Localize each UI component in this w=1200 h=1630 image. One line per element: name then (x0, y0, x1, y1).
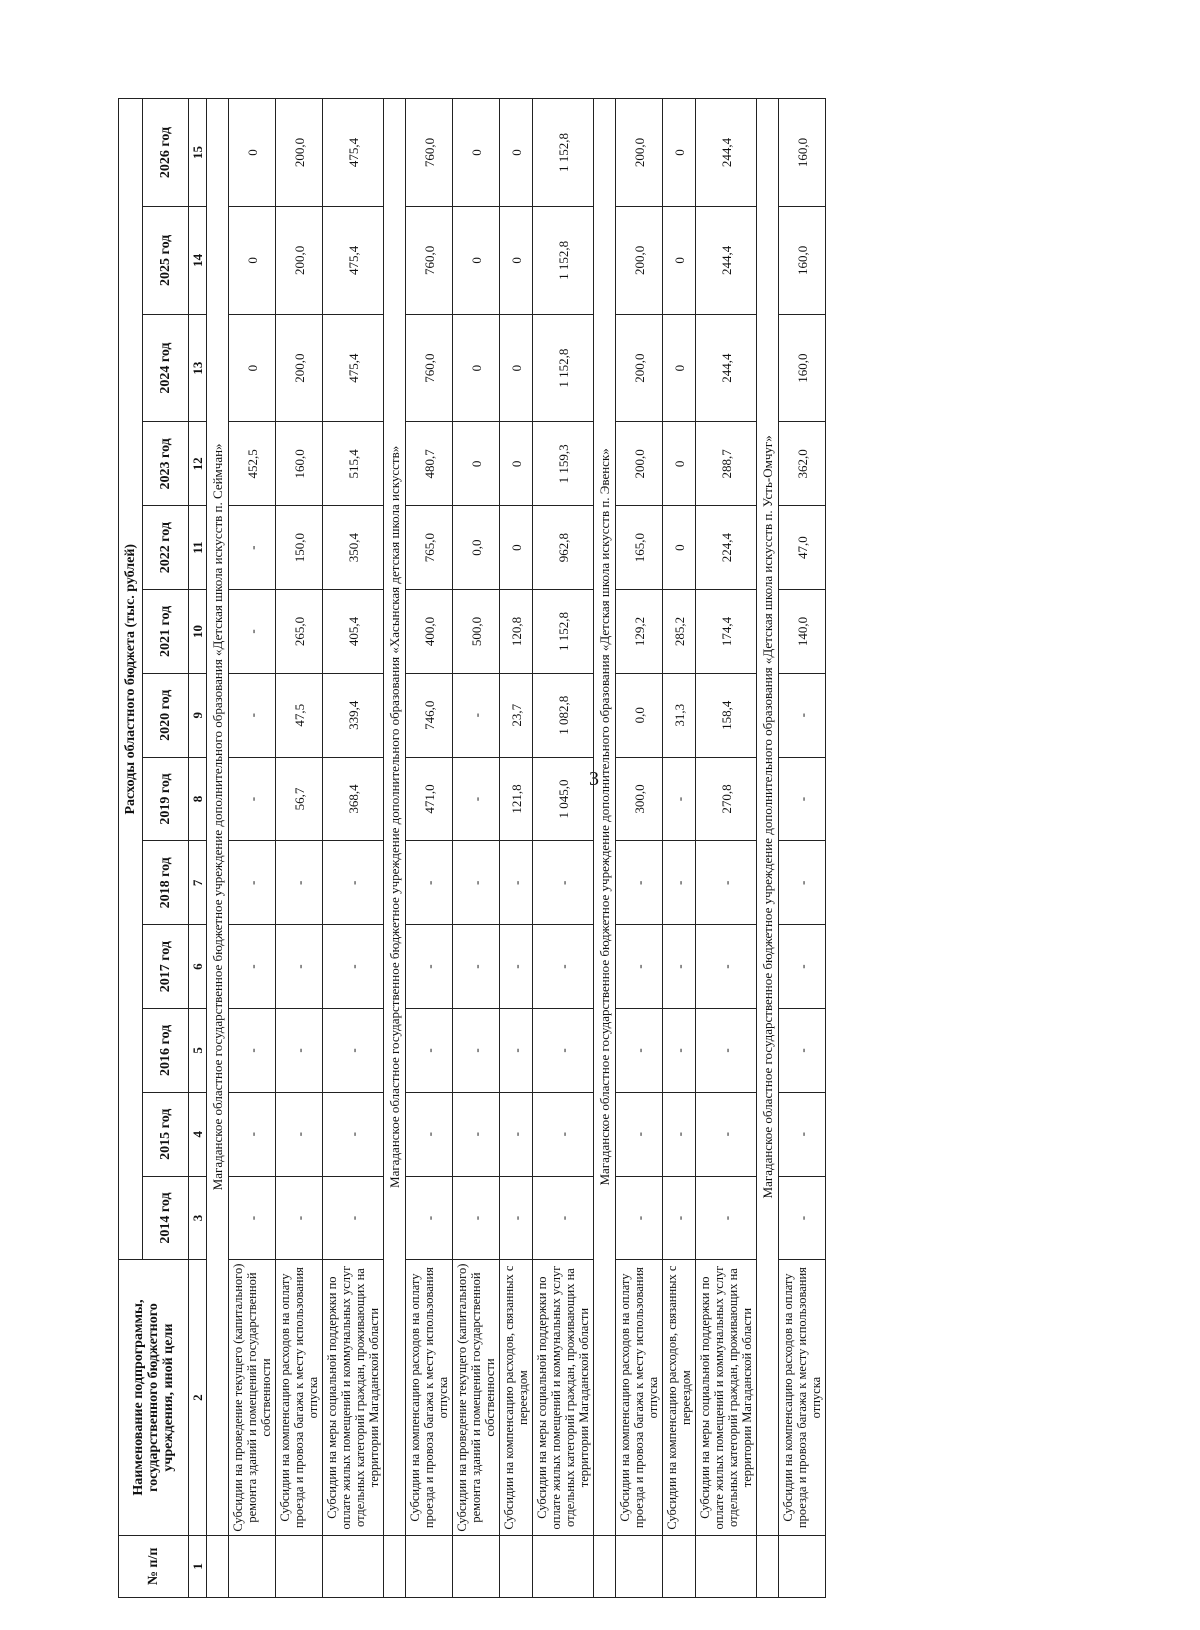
value-cell: 0 (500, 314, 533, 422)
column-number: 2 (189, 1260, 207, 1535)
value-cell: 0 (663, 99, 696, 207)
value-cell: 1 152,8 (533, 206, 594, 314)
value-cell: 285,2 (663, 590, 696, 674)
value-cell: - (500, 841, 533, 925)
header-year: 2014 год (143, 1176, 189, 1260)
value-cell: 174,4 (696, 590, 757, 674)
header-year: 2019 год (143, 757, 189, 841)
value-cell: - (616, 1092, 663, 1176)
section-title: Магаданское областное государственное бюджетное учреждение дополнительного образования «Детская школа искусств п. Усть-Омчуг» (757, 99, 779, 1536)
value-cell: - (779, 757, 826, 841)
value-cell: - (229, 925, 276, 1009)
row-name: Субсидии на меры социальной поддержки по оплате жилых помещений и коммунальных услуг отдельных категорий граждан, проживающих на территории Магаданской области (533, 1260, 594, 1535)
table-row (616, 99, 663, 1598)
value-cell: 339,4 (323, 673, 384, 757)
header-year: 2023 год (143, 422, 189, 506)
value-cell: 1 152,8 (533, 99, 594, 207)
value-cell: 471,0 (406, 757, 453, 841)
value-cell: 746,0 (406, 673, 453, 757)
value-cell: - (229, 841, 276, 925)
value-cell: - (323, 925, 384, 1009)
value-cell: 475,4 (323, 206, 384, 314)
value-cell: 129,2 (616, 590, 663, 674)
row-num (229, 1535, 276, 1597)
row-name: Субсидии на компенсацию расходов на оплату проезда и провоза багажа к месту использования отпуска (779, 1260, 826, 1535)
value-cell: - (406, 1009, 453, 1093)
value-cell: 1 159,3 (533, 422, 594, 506)
value-cell: - (500, 925, 533, 1009)
value-cell: - (229, 673, 276, 757)
table-row (779, 99, 826, 1598)
value-cell: 0 (663, 206, 696, 314)
rotated-table-container (118, 98, 980, 1598)
value-cell: - (533, 1009, 594, 1093)
value-cell: 23,7 (500, 673, 533, 757)
value-cell: - (616, 925, 663, 1009)
value-cell: 200,0 (616, 206, 663, 314)
column-number: 6 (189, 925, 207, 1009)
section-title: Магаданское областное государственное бюджетное учреждение дополнительного образования «Детская школа искусств п. Сеймчан» (207, 99, 229, 1536)
table-row (500, 99, 533, 1598)
row-num (779, 1535, 826, 1597)
value-cell: - (663, 841, 696, 925)
header-year: 2022 год (143, 506, 189, 590)
value-cell: 0,0 (453, 506, 500, 590)
column-number: 11 (189, 506, 207, 590)
row-name: Субсидии на меры социальной поддержки по оплате жилых помещений и коммунальных услуг отдельных категорий граждан, проживающих на территории Магаданской области (696, 1260, 757, 1535)
value-cell: - (696, 841, 757, 925)
value-cell: - (500, 1092, 533, 1176)
column-number: 3 (189, 1176, 207, 1260)
value-cell: - (229, 590, 276, 674)
value-cell: 200,0 (276, 314, 323, 422)
value-cell: - (406, 1092, 453, 1176)
value-cell: - (276, 1092, 323, 1176)
column-number: 9 (189, 673, 207, 757)
section-row (757, 99, 779, 1598)
value-cell: 0 (453, 422, 500, 506)
value-cell: - (779, 1092, 826, 1176)
value-cell: - (533, 1176, 594, 1260)
section-title: Магаданское областное государственное бюджетное учреждение дополнительного образования «Хасынская детская школа искусств» (384, 99, 406, 1536)
value-cell: - (453, 673, 500, 757)
value-cell: 300,0 (616, 757, 663, 841)
value-cell: - (323, 1176, 384, 1260)
value-cell: - (500, 1176, 533, 1260)
value-cell: - (533, 841, 594, 925)
table-row (696, 99, 757, 1598)
value-cell: 0 (663, 422, 696, 506)
value-cell: - (406, 1176, 453, 1260)
value-cell: - (779, 1009, 826, 1093)
value-cell: - (453, 757, 500, 841)
row-name: Субсидии на проведение текущего (капитального) ремонта зданий и помещений государственной собственности (229, 1260, 276, 1535)
value-cell: - (276, 841, 323, 925)
value-cell: 200,0 (276, 99, 323, 207)
row-name: Субсидии на компенсацию расходов на оплату проезда и провоза багажа к месту использования отпуска (406, 1260, 453, 1535)
value-cell: - (533, 925, 594, 1009)
value-cell: 0 (453, 314, 500, 422)
value-cell: 288,7 (696, 422, 757, 506)
value-cell: 0 (229, 314, 276, 422)
value-cell: 1 045,0 (533, 757, 594, 841)
header-year: 2020 год (143, 673, 189, 757)
table-row (663, 99, 696, 1598)
column-number: 4 (189, 1092, 207, 1176)
page-number: 3 (589, 768, 599, 790)
value-cell: - (323, 841, 384, 925)
value-cell: - (663, 925, 696, 1009)
value-cell: 1 082,8 (533, 673, 594, 757)
section-num-cell (594, 1535, 616, 1597)
table-row (533, 99, 594, 1598)
value-cell: 200,0 (616, 99, 663, 207)
table-row (276, 99, 323, 1598)
header-year: 2021 год (143, 590, 189, 674)
header-year: 2018 год (143, 841, 189, 925)
value-cell: 200,0 (616, 314, 663, 422)
value-cell: 452,5 (229, 422, 276, 506)
value-cell: 0 (453, 99, 500, 207)
budget-table (118, 98, 826, 1598)
row-name: Субсидии на проведение текущего (капитального) ремонта зданий и помещений государственной собственности (453, 1260, 500, 1535)
column-number: 13 (189, 314, 207, 422)
value-cell: 760,0 (406, 206, 453, 314)
column-number: 8 (189, 757, 207, 841)
value-cell: - (663, 757, 696, 841)
value-cell: - (453, 1092, 500, 1176)
value-cell: - (406, 841, 453, 925)
table-row (323, 99, 384, 1598)
row-name: Субсидии на меры социальной поддержки по оплате жилых помещений и коммунальных услуг отдельных категорий граждан, проживающих на территории Магаданской области (323, 1260, 384, 1535)
value-cell: 158,4 (696, 673, 757, 757)
value-cell: - (779, 925, 826, 1009)
table-row (406, 99, 453, 1598)
value-cell: - (453, 1009, 500, 1093)
value-cell: - (229, 1009, 276, 1093)
value-cell: - (696, 925, 757, 1009)
header-year: 2025 год (143, 206, 189, 314)
row-num (663, 1535, 696, 1597)
value-cell: - (323, 1092, 384, 1176)
header-column-numbers (189, 99, 207, 1598)
header-year: 2016 год (143, 1009, 189, 1093)
column-number: 10 (189, 590, 207, 674)
header-year: 2024 год (143, 314, 189, 422)
table-row (229, 99, 276, 1598)
value-cell: - (323, 1009, 384, 1093)
column-number: 7 (189, 841, 207, 925)
row-name: Субсидии на компенсацию расходов, связанных с переездом (663, 1260, 696, 1535)
value-cell: - (453, 1176, 500, 1260)
value-cell: - (453, 841, 500, 925)
column-number: 5 (189, 1009, 207, 1093)
value-cell: - (696, 1176, 757, 1260)
value-cell: 0 (453, 206, 500, 314)
row-num (696, 1535, 757, 1597)
value-cell: 1 152,8 (533, 314, 594, 422)
value-cell: 368,4 (323, 757, 384, 841)
value-cell: 200,0 (276, 206, 323, 314)
value-cell: - (696, 1009, 757, 1093)
header-expenses: Расходы областного бюджета (тыс. рублей) (119, 99, 143, 1260)
value-cell: - (229, 506, 276, 590)
row-name: Субсидии на компенсацию расходов, связанных с переездом (500, 1260, 533, 1535)
value-cell: 270,8 (696, 757, 757, 841)
value-cell: - (229, 757, 276, 841)
section-row (207, 99, 229, 1598)
column-number: 12 (189, 422, 207, 506)
value-cell: 160,0 (779, 99, 826, 207)
value-cell: 244,4 (696, 206, 757, 314)
value-cell: - (453, 925, 500, 1009)
row-num (453, 1535, 500, 1597)
row-num (616, 1535, 663, 1597)
table-body (207, 99, 826, 1598)
value-cell: - (779, 841, 826, 925)
value-cell: 0 (500, 206, 533, 314)
value-cell: - (616, 1009, 663, 1093)
row-name: Субсидии на компенсацию расходов на оплату проезда и провоза багажа к месту использования отпуска (276, 1260, 323, 1535)
value-cell: 0 (229, 206, 276, 314)
value-cell: 244,4 (696, 99, 757, 207)
value-cell: - (616, 1176, 663, 1260)
value-cell: 760,0 (406, 314, 453, 422)
row-num (276, 1535, 323, 1597)
value-cell: 0 (663, 506, 696, 590)
value-cell: - (276, 925, 323, 1009)
value-cell: 150,0 (276, 506, 323, 590)
value-cell: 0 (500, 422, 533, 506)
value-cell: 120,8 (500, 590, 533, 674)
value-cell: 962,8 (533, 506, 594, 590)
row-num (323, 1535, 384, 1597)
value-cell: - (276, 1176, 323, 1260)
value-cell: 362,0 (779, 422, 826, 506)
value-cell: 160,0 (276, 422, 323, 506)
value-cell: 265,0 (276, 590, 323, 674)
section-row (594, 99, 616, 1598)
value-cell: 121,8 (500, 757, 533, 841)
section-row (384, 99, 406, 1598)
table-header (119, 99, 207, 1598)
value-cell: 0 (663, 314, 696, 422)
value-cell: - (229, 1092, 276, 1176)
header-year: 2026 год (143, 99, 189, 207)
value-cell: - (663, 1009, 696, 1093)
row-name: Субсидии на компенсацию расходов на оплату проезда и провоза багажа к месту использования отпуска (616, 1260, 663, 1535)
value-cell: - (663, 1176, 696, 1260)
value-cell: 200,0 (616, 422, 663, 506)
section-num-cell (207, 1535, 229, 1597)
header-name: Наименование подпрограммы, государственного бюджетного учреждения, иной цели (119, 1260, 189, 1535)
section-num-cell (757, 1535, 779, 1597)
value-cell: 475,4 (323, 314, 384, 422)
value-cell: - (779, 673, 826, 757)
column-number: 14 (189, 206, 207, 314)
value-cell: 0 (500, 506, 533, 590)
value-cell: 244,4 (696, 314, 757, 422)
section-title: Магаданское областное государственное бюджетное учреждение дополнительного образования «Детская школа искусств п. Эвенск» (594, 99, 616, 1536)
value-cell: 475,4 (323, 99, 384, 207)
value-cell: 160,0 (779, 206, 826, 314)
value-cell: - (663, 1092, 696, 1176)
value-cell: - (779, 1176, 826, 1260)
value-cell: 1 152,8 (533, 590, 594, 674)
column-number: 1 (189, 1535, 207, 1597)
value-cell: 0 (500, 99, 533, 207)
value-cell: 760,0 (406, 99, 453, 207)
table-row (453, 99, 500, 1598)
header-num: № п/п (119, 1535, 189, 1597)
header-year: 2015 год (143, 1092, 189, 1176)
value-cell: 47,0 (779, 506, 826, 590)
value-cell: - (616, 841, 663, 925)
value-cell: 160,0 (779, 314, 826, 422)
section-num-cell (384, 1535, 406, 1597)
value-cell: 405,4 (323, 590, 384, 674)
value-cell: 515,4 (323, 422, 384, 506)
value-cell: - (276, 1009, 323, 1093)
value-cell: 47,5 (276, 673, 323, 757)
value-cell: 480,7 (406, 422, 453, 506)
row-num (406, 1535, 453, 1597)
value-cell: - (696, 1092, 757, 1176)
value-cell: 350,4 (323, 506, 384, 590)
value-cell: - (406, 925, 453, 1009)
column-number: 15 (189, 99, 207, 207)
value-cell: - (500, 1009, 533, 1093)
value-cell: 500,0 (453, 590, 500, 674)
value-cell: 165,0 (616, 506, 663, 590)
value-cell: 765,0 (406, 506, 453, 590)
value-cell: 140,0 (779, 590, 826, 674)
row-num (533, 1535, 594, 1597)
value-cell: 31,3 (663, 673, 696, 757)
value-cell: 56,7 (276, 757, 323, 841)
value-cell: - (533, 1092, 594, 1176)
row-num (500, 1535, 533, 1597)
value-cell: 0 (229, 99, 276, 207)
value-cell: 400,0 (406, 590, 453, 674)
header-year: 2017 год (143, 925, 189, 1009)
value-cell: 224,4 (696, 506, 757, 590)
value-cell: - (229, 1176, 276, 1260)
value-cell: 0,0 (616, 673, 663, 757)
